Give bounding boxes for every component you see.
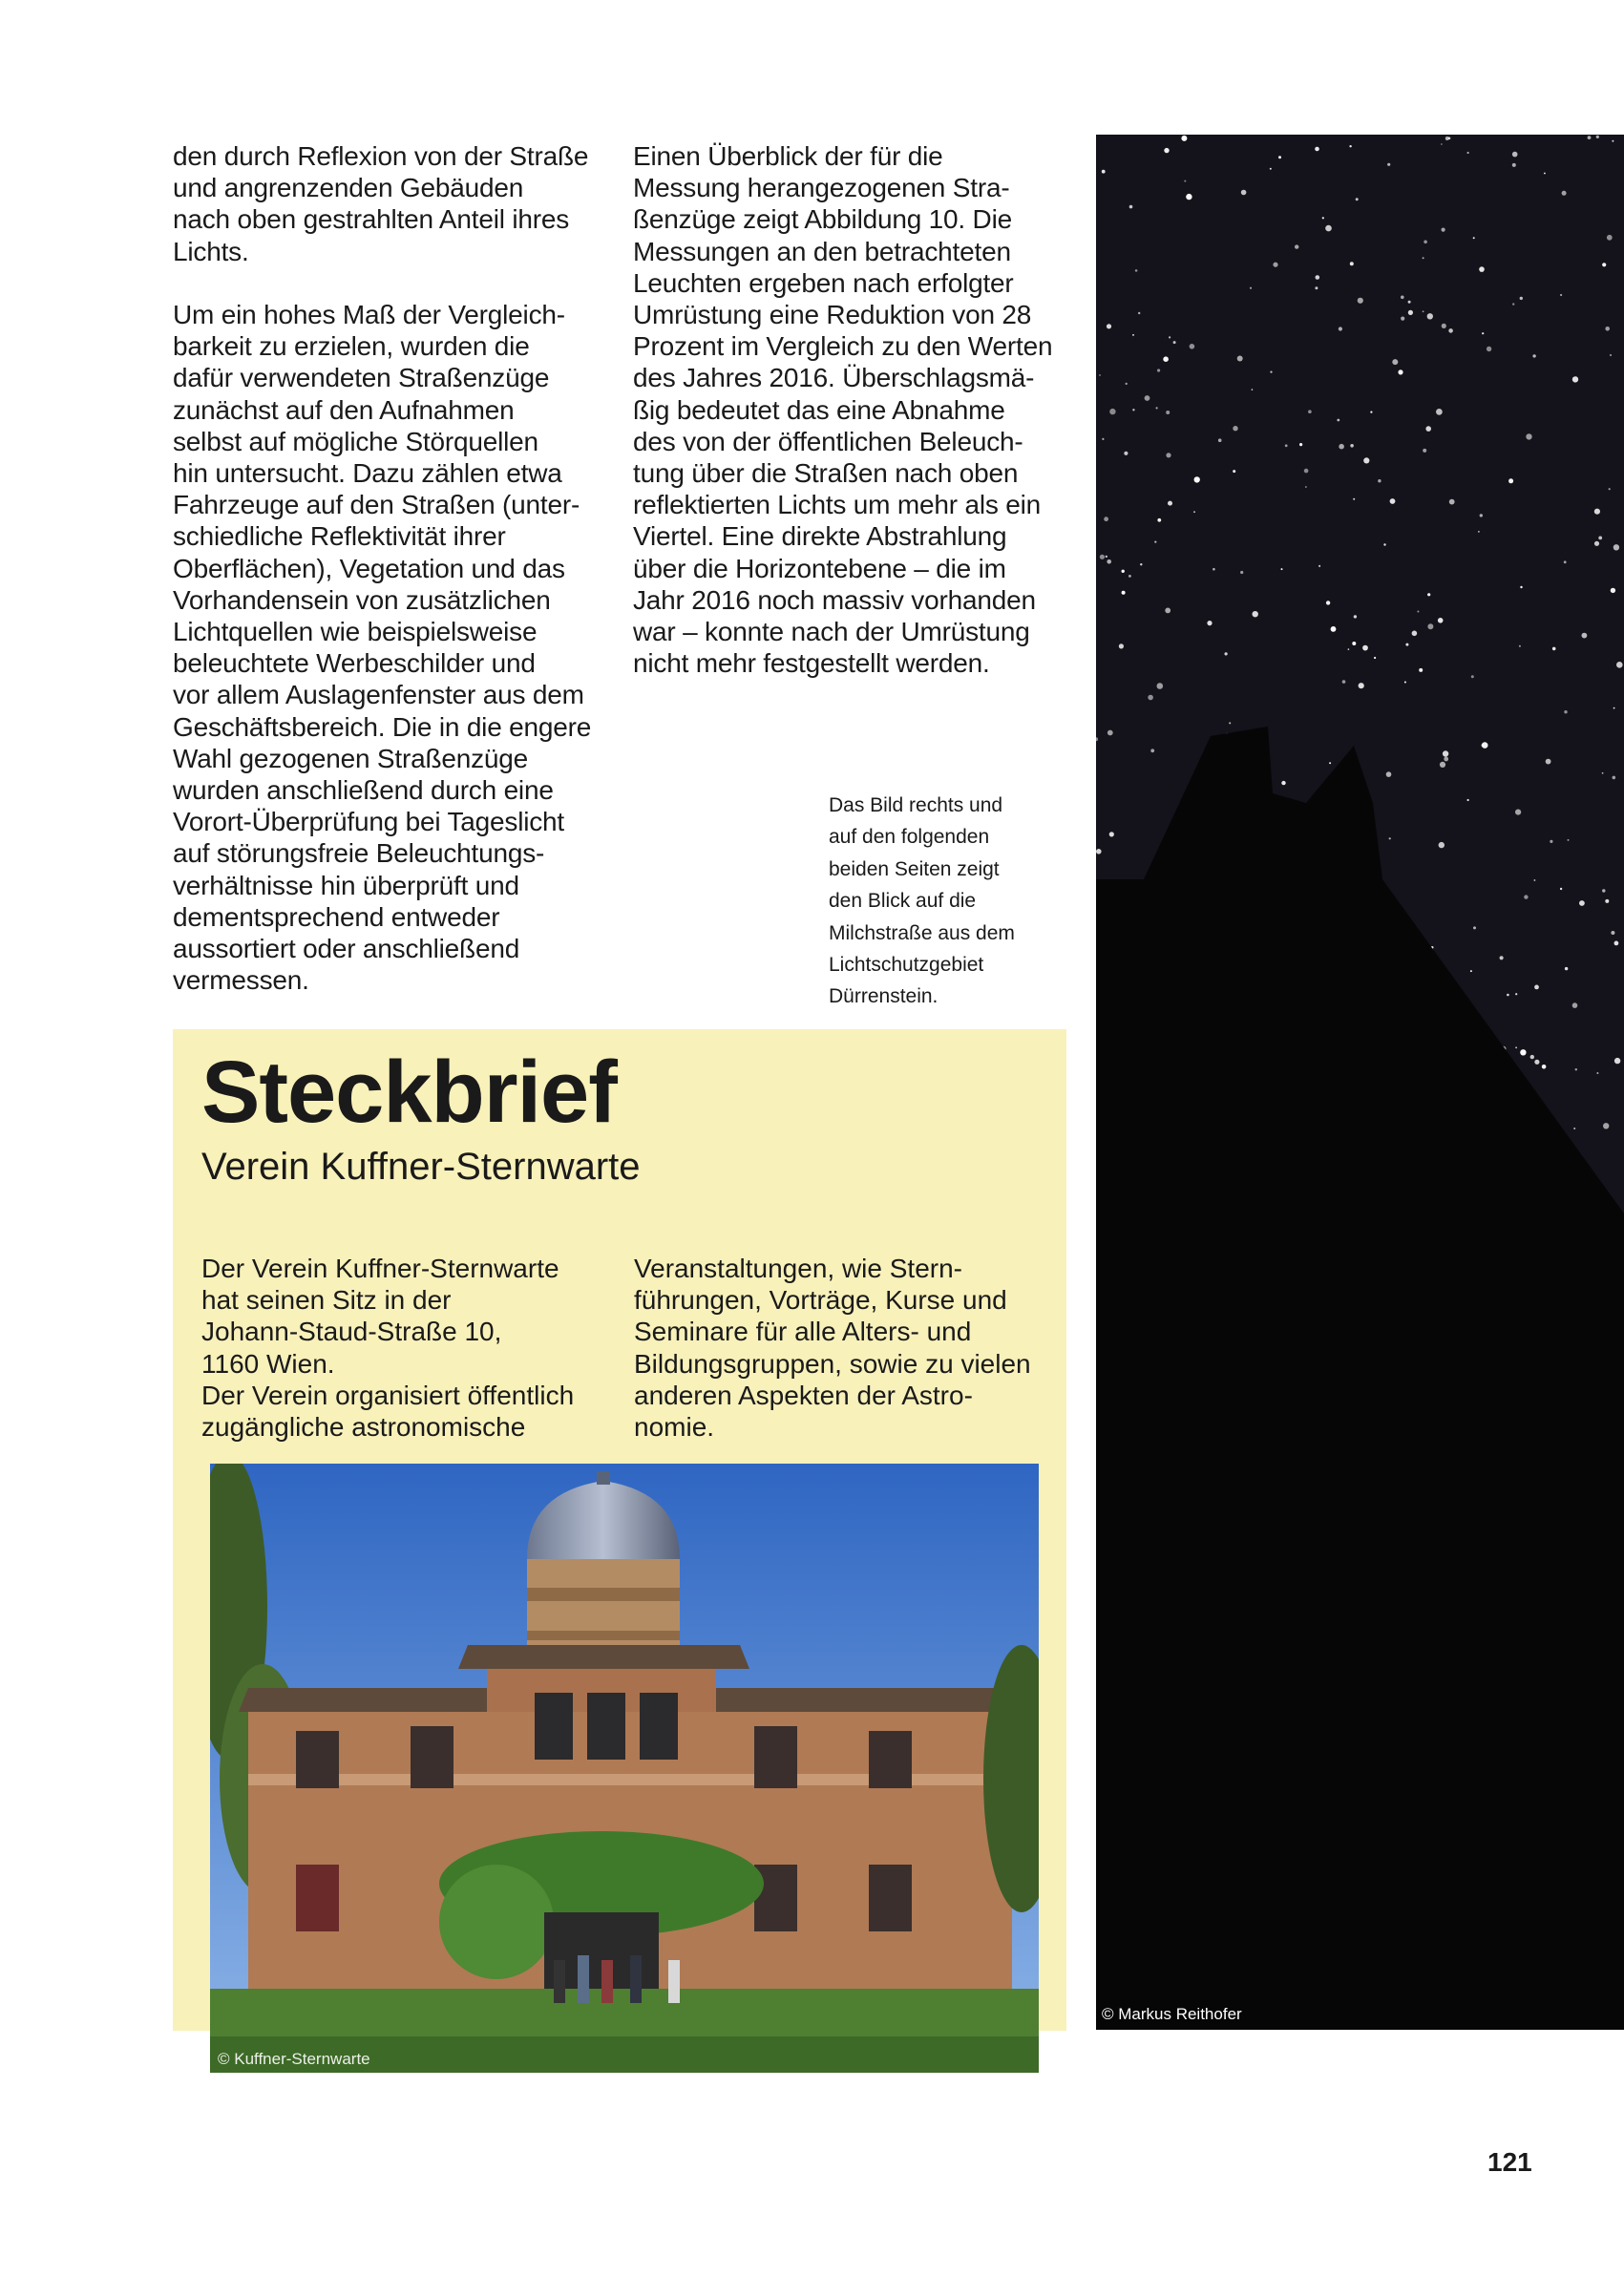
star: [1252, 389, 1254, 390]
star: [1500, 956, 1504, 960]
star: [1218, 438, 1222, 442]
star: [1308, 410, 1312, 413]
star: [1362, 645, 1368, 651]
star: [1157, 683, 1164, 689]
star: [1594, 541, 1599, 546]
star: [1532, 354, 1535, 357]
star: [1401, 296, 1404, 300]
star: [1467, 152, 1469, 154]
star: [1564, 710, 1567, 713]
star: [1427, 313, 1433, 319]
star: [1270, 371, 1272, 373]
star: [1515, 810, 1521, 815]
star: [1512, 152, 1518, 158]
star: [1378, 479, 1381, 482]
star: [1241, 190, 1247, 196]
star: [1507, 994, 1509, 997]
star: [1331, 626, 1337, 632]
star: [1181, 136, 1187, 141]
star: [1370, 411, 1372, 413]
star: [1386, 771, 1392, 777]
star: [1603, 1123, 1609, 1128]
star: [1560, 888, 1562, 890]
star: [1107, 324, 1111, 328]
star: [1445, 137, 1449, 140]
star: [1325, 225, 1332, 232]
star: [1304, 469, 1309, 474]
star: [1124, 452, 1128, 455]
star: [1392, 359, 1398, 365]
star: [1107, 559, 1111, 564]
star: [1550, 840, 1552, 843]
star: [1193, 511, 1195, 513]
star: [1119, 643, 1124, 648]
star: [1605, 327, 1610, 331]
star: [1544, 173, 1546, 175]
star: [1150, 749, 1154, 752]
star: [1613, 776, 1616, 780]
star: [1401, 317, 1404, 321]
star: [1326, 601, 1330, 604]
star: [1164, 148, 1169, 153]
star: [1138, 312, 1140, 314]
star: [1107, 730, 1113, 736]
star: [1611, 931, 1614, 935]
star: [1233, 426, 1237, 431]
star: [1237, 356, 1243, 362]
star: [1424, 241, 1427, 244]
star: [1480, 514, 1483, 517]
star: [1427, 593, 1430, 596]
star: [1132, 334, 1134, 336]
star: [1322, 217, 1324, 219]
star: [1436, 409, 1443, 415]
star: [1273, 263, 1277, 267]
star: [1352, 642, 1356, 645]
star: [1129, 205, 1133, 209]
star: [1441, 143, 1443, 145]
steckbrief-box: [173, 1029, 1066, 2068]
star: [1140, 563, 1142, 565]
star: [1478, 531, 1480, 533]
star: [1602, 263, 1606, 266]
star: [1122, 570, 1125, 573]
photo-caption: Das Bild rechts und auf den folgenden beiden Seiten zeigt den Blick auf die Milchstraße aus dem Lichtschutzgebiet Dürrenstein.: [829, 794, 1015, 1008]
star: [1148, 695, 1153, 701]
sky-photo-credit: © Markus Reithofer: [1102, 2005, 1242, 2023]
steckbrief-text-left: Der Verein Kuffner-Sternwarte hat seinen Sitz in der Johann-Staud-Straße 10, 1160 Wien. Der Verein organisiert öffentlich zugängliche astronomische: [201, 1254, 575, 1443]
star: [1109, 832, 1114, 836]
star: [1102, 438, 1104, 440]
star: [1128, 575, 1131, 578]
star: [1102, 170, 1106, 174]
star: [1194, 476, 1200, 482]
star: [1487, 347, 1491, 351]
star: [1614, 1058, 1620, 1064]
star: [1607, 235, 1613, 241]
star: [1520, 1049, 1526, 1055]
star: [1534, 879, 1536, 881]
star: [1439, 842, 1445, 848]
star: [1588, 136, 1592, 139]
star: [1423, 257, 1424, 259]
star: [1225, 652, 1228, 655]
star: [1442, 228, 1445, 232]
star: [1408, 301, 1411, 304]
star: [1473, 926, 1476, 929]
star: [1582, 633, 1588, 639]
star: [1530, 1055, 1534, 1059]
star: [1404, 682, 1406, 684]
star: [1565, 967, 1568, 970]
page-number: 121: [1487, 2147, 1532, 2177]
star: [1552, 647, 1556, 651]
star: [1315, 147, 1319, 152]
steckbrief-subtitle: Verein Kuffner-Sternwarte: [201, 1146, 641, 1188]
star: [1579, 900, 1585, 906]
star: [1229, 722, 1231, 724]
star: [1443, 750, 1448, 756]
star: [1353, 498, 1355, 500]
star: [1423, 449, 1426, 453]
star: [1479, 266, 1485, 272]
star: [1482, 332, 1484, 334]
star: [1154, 541, 1156, 543]
star: [1359, 683, 1364, 688]
star: [1442, 324, 1446, 328]
star: [1157, 518, 1161, 522]
star: [1560, 294, 1562, 296]
star: [1337, 419, 1339, 422]
steckbrief-text-right: Veranstaltungen, wie Stern- führungen, Vorträge, Kurse und Seminare für alle Alters- und Bildungsgruppen, sowie zu vielen anderen Aspekten der Astro- nomie.: [634, 1254, 1031, 1443]
star: [1448, 328, 1453, 333]
star: [1440, 762, 1445, 768]
star: [1163, 356, 1169, 362]
star: [1099, 374, 1101, 376]
star: [1602, 772, 1604, 774]
star: [1596, 136, 1599, 138]
star: [1512, 163, 1516, 167]
star: [1100, 555, 1105, 559]
star: [1106, 556, 1107, 558]
star: [1515, 1046, 1517, 1048]
star: [1602, 889, 1605, 892]
star: [1427, 623, 1433, 629]
star: [1423, 310, 1424, 312]
star: [1250, 287, 1252, 289]
star: [1425, 426, 1431, 432]
star: [1612, 140, 1613, 142]
star: [1470, 970, 1472, 972]
star: [1126, 383, 1128, 385]
star: [1109, 409, 1115, 414]
star: [1168, 501, 1172, 506]
night-sky-illustration: [1096, 135, 1624, 2030]
star: [1387, 163, 1390, 166]
star: [1165, 608, 1171, 614]
star: [1611, 588, 1615, 593]
star: [1473, 237, 1475, 239]
star: [1173, 341, 1176, 344]
star: [1616, 662, 1623, 668]
star: [1390, 498, 1396, 504]
star: [1354, 615, 1357, 618]
star: [1207, 621, 1212, 625]
star: [1278, 156, 1281, 158]
star: [1104, 517, 1108, 521]
star: [1508, 478, 1513, 483]
star: [1614, 941, 1619, 946]
star: [1350, 444, 1354, 448]
star: [1562, 191, 1567, 196]
star: [1398, 369, 1403, 374]
star: [1132, 409, 1134, 411]
star: [1449, 499, 1455, 505]
star: [1166, 453, 1171, 457]
body-text-right-column: Einen Überblick der für die Messung herangezogenen Stra- ßenzüge zeigt Abbildung 10. Die Messungen an den betrachteten Leuchten ergeben nach erfolgter Umrüstung eine Reduktion von 28 Prozent im Vergleich zu den Werten des Jahres 2016. Überschlagsmä- ßig bedeutet das eine Abnahme des von der öffentlichen Beleuch- tung über die Straßen nach oben reflektierten Lichts um mehr als ein Viertel. Eine direkte Abstrahlung über die Horizontebene – die im Jahr 2016 noch massiv vorhanden war – konnte nach der Umrüstung nicht mehr festgestellt werden.: [633, 141, 1053, 679]
star: [1363, 457, 1369, 463]
star: [1374, 657, 1376, 659]
star: [1389, 837, 1391, 839]
star: [1438, 618, 1444, 623]
star: [1594, 509, 1600, 515]
star: [1598, 537, 1602, 540]
milky-way-photo: [1096, 135, 1624, 2030]
star: [1524, 895, 1528, 898]
star: [1573, 1128, 1575, 1129]
star: [1342, 680, 1346, 684]
star: [1467, 799, 1469, 801]
star: [1613, 544, 1619, 550]
star: [1417, 611, 1419, 613]
observatory-illustration: [210, 1464, 1039, 2073]
star: [1190, 344, 1195, 349]
star: [1526, 433, 1531, 439]
star: [1285, 444, 1288, 447]
star: [1383, 543, 1385, 545]
star: [1186, 194, 1192, 200]
star: [1596, 1072, 1598, 1074]
star: [1253, 611, 1258, 617]
star: [1299, 443, 1302, 446]
star: [1356, 198, 1359, 200]
steckbrief-title: Steckbrief: [201, 1044, 617, 1141]
star: [1546, 759, 1551, 765]
star: [1339, 444, 1344, 450]
star: [1270, 168, 1272, 170]
star: [1609, 488, 1611, 490]
star: [1482, 742, 1488, 749]
star: [1419, 668, 1423, 672]
star: [1281, 568, 1283, 570]
star: [1572, 376, 1578, 382]
observatory-photo: [210, 1464, 1039, 2073]
star: [1329, 762, 1331, 764]
star: [1233, 470, 1235, 473]
star: [1318, 565, 1320, 567]
star: [1281, 781, 1285, 785]
star: [1096, 849, 1102, 854]
star: [1122, 591, 1126, 595]
star: [1542, 1065, 1547, 1069]
star: [1166, 411, 1170, 414]
star: [1512, 303, 1514, 305]
star: [1316, 275, 1320, 280]
star: [1471, 675, 1474, 678]
star: [1515, 993, 1517, 995]
star: [1613, 707, 1615, 709]
star: [1572, 1002, 1578, 1008]
star: [1358, 298, 1363, 304]
star: [1350, 262, 1354, 265]
star: [1349, 145, 1351, 147]
star: [1156, 407, 1158, 409]
star: [1412, 631, 1418, 637]
star: [1605, 899, 1609, 903]
star: [1534, 985, 1539, 990]
star: [1519, 645, 1521, 647]
star: [1305, 486, 1307, 488]
star: [1575, 1068, 1577, 1070]
star: [1568, 839, 1570, 841]
star: [1348, 648, 1350, 650]
star: [1444, 757, 1448, 762]
observatory-photo-credit: © Kuffner-Sternwarte: [218, 2050, 370, 2068]
star: [1169, 336, 1171, 338]
star: [1564, 560, 1567, 563]
star: [1339, 327, 1342, 330]
star: [1520, 297, 1523, 300]
body-text-left-column: den durch Reflexion von der Straße und angrenzenden Gebäuden nach oben gestrahlten Anteil ihres Lichts. Um ein hohes Maß der Vergleich- barkeit zu erzielen, wurden die dafür verwendeten Straßenzüge zunächst auf den Aufnahmen selbst auf mögliche Störquellen hin untersucht. Dazu zählen etwa Fahrzeuge auf den Straßen (unter- schiedliche Reflektivität ihrer Oberflächen), Vegetation und das Vorhandensein von zusätzlichen Lichtquellen wie beispielsweise beleuchtete Werbeschilder und vor allem Auslagenfenster aus dem Geschäftsbereich. Die in die engere Wahl gezogenen Straßenzüge wurden anschließend durch eine Vorort-Überprüfung bei Tageslicht auf störungsfreie Beleuchtungs- verhältnisse hin überprüft und dementsprechend entweder aussortiert oder anschließend vermessen.: [173, 141, 592, 996]
star: [1184, 180, 1186, 182]
star: [1534, 1060, 1539, 1065]
star: [1295, 244, 1298, 248]
star: [1405, 643, 1408, 646]
star: [1135, 269, 1138, 272]
star: [1408, 310, 1413, 315]
star: [1145, 395, 1150, 401]
star: [1315, 286, 1318, 289]
star: [1520, 586, 1522, 588]
star: [1240, 571, 1243, 574]
star: [1610, 354, 1612, 356]
star: [1157, 369, 1160, 371]
star: [1213, 568, 1215, 571]
